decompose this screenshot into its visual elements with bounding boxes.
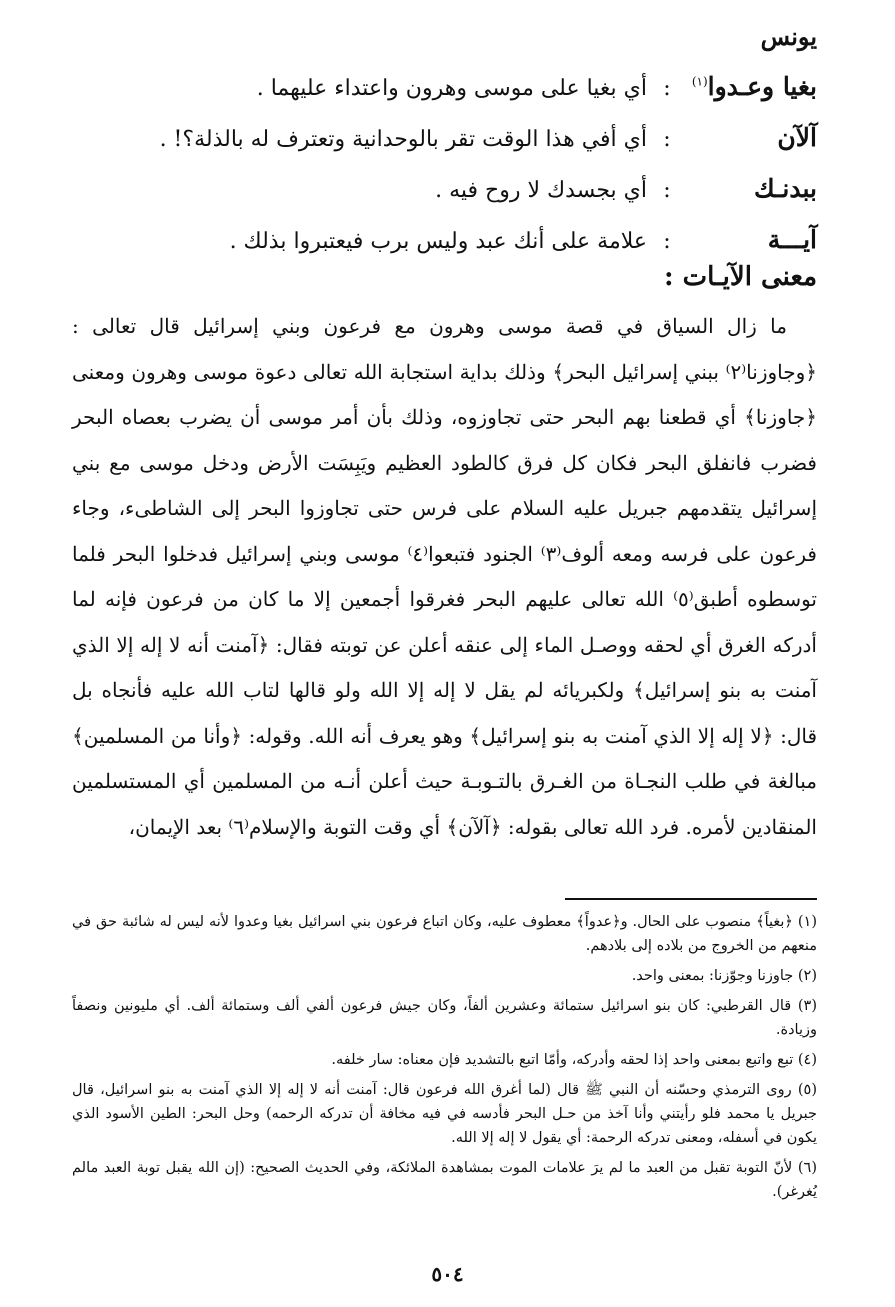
vocabulary-colon: : [663,76,671,101]
footnote-number: (٤) [797,1052,817,1068]
vocabulary-colon: : [663,127,671,152]
vocabulary-list [67,72,817,276]
running-head-title: يونس [760,22,817,51]
vocabulary-term: بغيا وعـدوا$^{(١)}$ [691,72,817,101]
section-heading: معنى الآيـات : [664,262,817,292]
footnote-text: جاوزنا وجوّزنا: بمعنى واحد. [631,968,794,984]
footnote [72,1048,817,1072]
footnote-number: (٢) [797,968,817,984]
vocabulary-row [67,174,817,225]
vocabulary-term: ببدنـك [754,174,817,203]
footnote-text: لأنّ التوبة تقبل من العبد ما لم يرَ علامات الموت بمشاهدة الملائكة، وفي الحديث الصحيح: (إن الله يقبل توبة العبد مالم يُغرغر). [72,1160,817,1200]
footnote [72,994,817,1042]
vocabulary-colon: : [663,229,671,254]
vocabulary-definition: علامة على أنك عبد وليس برب فيعتبروا بذلك . [229,229,647,254]
footnote [72,1156,817,1204]
vocabulary-term: آلآن [777,123,817,152]
footnote [72,910,817,958]
vocabulary-row [67,123,817,174]
footnote-number: (٣) [797,998,817,1014]
vocabulary-term: آيـــة [767,225,817,254]
footnote-text: تبع واتبع بمعنى واحد إذا لحقه وأدركه، وأمّا اتبع بالتشديد فإن معناه: سار خلفه. [331,1052,794,1068]
footnote-text: ﴿بغياً﴾ منصوب على الحال. و﴿عدواً﴾ معطوف عليه، وكان اتباع فرعون بني اسرائيل بغيا وعدوا لأنه ليس له شائبة حق في منعهم من الخروج من بلاده إلى بلادهم. [72,914,817,954]
footnote-number: (١) [797,914,817,930]
footnotes [72,910,817,1210]
vocabulary-definition: أي أفي هذا الوقت تقر بالوحدانية وتعترف له بالذلة؟! . [159,127,647,152]
footnote [72,1078,817,1150]
footnote-ref: (١) [691,74,708,89]
footnote-text: قال القرطبي: كان بنو اسرائيل ستمائة وعشرين ألفاً، وكان جيش فرعون ألفي ألف وستمائة ألف. أي مليونين ونصفاً وزيادة. [72,998,817,1038]
vocabulary-definition: أي بجسدك لا روح فيه . [435,178,647,203]
body-paragraph: ما زال السياق في قصة موسى وهرون مع فرعون وبني إسرائيل قال تعالى : ﴿وجاوزنا⁽٢⁾ ببني إسرائيل البحر﴾ وذلك بداية استجابة الله تعالى دعوة موسى وهرون ومعنى ﴿جاوزنا﴾ أي قطعنا بهم البحر حتى تجاوزوه، وذلك بأن أمر موسى أن يضرب بعصاه البحر فضرب فانفلق البحر فكان كل فرق كالطود العظيم ويَبِسَت الأرض ودخل موسى مع بني إسرائيل يتقدمهم جبريل عليه السلام على فرس حتى تجاوزوا البحر إلى الشاطىء، وجاء فرعون على فرسه ومعه ألوف⁽٣⁾ الجنود فتبعوا⁽٤⁾ موسى وبني إسرائيل فدخلوا البحر فلما توسطوه أطبق⁽٥⁾ الله تعالى عليهم البحر فغرقوا أجمعين إلا ما كان من فرعون فإنه لما أدركه الغرق أي لحقه ووصـل الماء إلى عنقه أعلن عن توبته فقال: ﴿آمنت أنه لا إله إلا الذي آمنت به بنو إسرائيل﴾ ولكبريائه لم يقل لا إله إلا الله ولو قالها لتاب الله عليه فأنجاه بل قال: ﴿لا إله إلا الذي آمنت به بنو إسرائيل﴾ وهو يعرف أنه الله. وقوله: ﴿وأنا من المسلمين﴾ مبالغة في طلب النجـاة من الغـرق بالتـوبـة حيث أعلن أنـه من المسلمين أي المستسلمين المنقادين لأمره. فرد الله تعالى بقوله: ﴿آلآن﴾ أي وقت التوبة والإسلام⁽٦⁾ بعد الإيمان، [72,314,817,839]
footnote-text: روى الترمذي وحسّنه أن النبي ﷺ قال (لما أغرق الله فرعون قال: آمنت أنه لا إله إلا الذي آمنت به بنو اسرائيل، قال جبريل يا محمد فلو رأيتني وأنا آخذ من حـل البحر فأدسه في فيه مخافة أن تدركه الرحمه) وحل البحر: الطين الأسود الذي يكون في أسفله، ومعنى تدركه الرحمة: أي يقول لا إله إلا الله. [72,1082,817,1146]
vocabulary-definition: أي بغيا على موسى وهرون واعتداء عليهما . [256,76,647,101]
footnote-number: (٦) [797,1160,818,1176]
footnote-separator [565,898,817,900]
footnote-number: (٥) [797,1082,817,1098]
footnote [72,964,817,988]
page-number: ٥٠٤ [431,1262,464,1286]
vocabulary-row [67,72,817,123]
vocabulary-colon: : [663,178,671,203]
